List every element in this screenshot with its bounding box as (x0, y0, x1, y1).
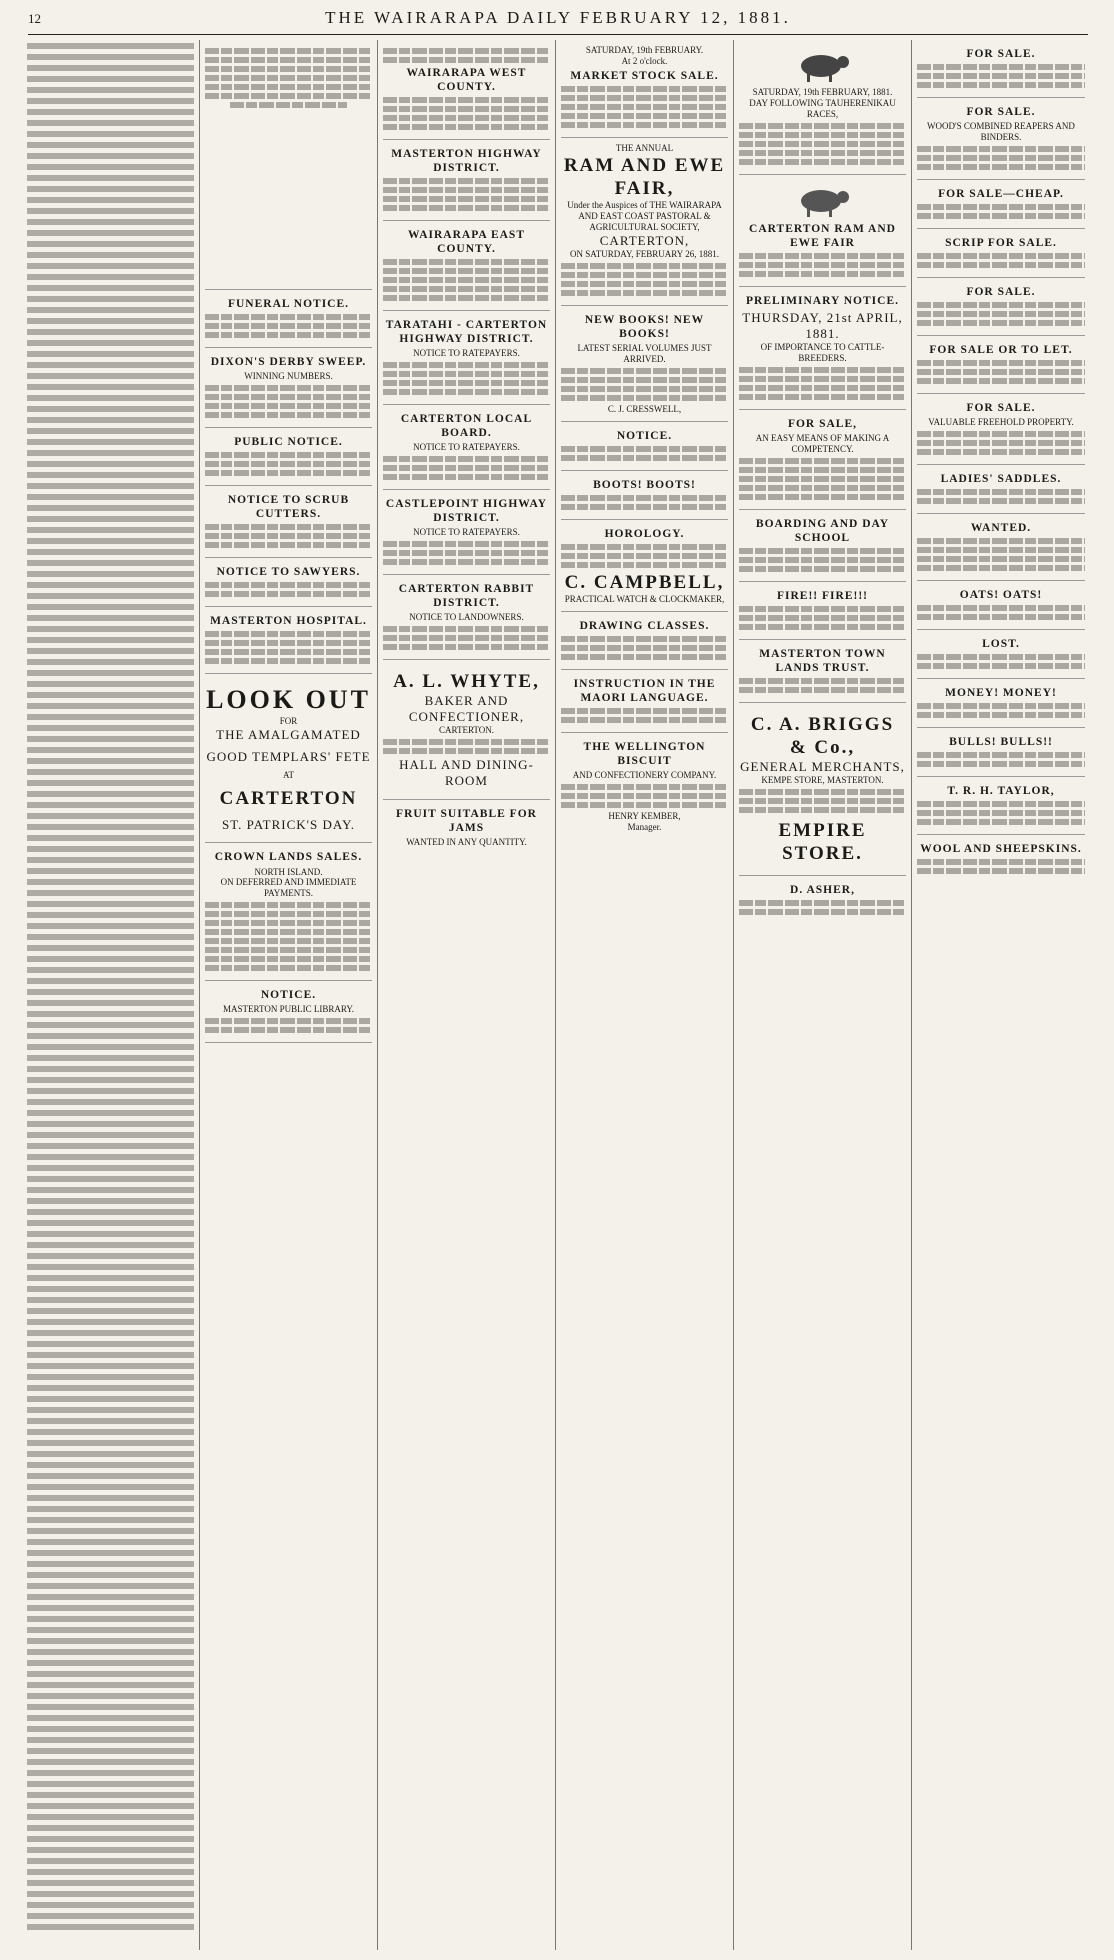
scrip-heading: SCRIP FOR SALE. (945, 236, 1057, 249)
town-heading: MASTERTON TOWN LANDS TRUST. (759, 647, 886, 674)
money-heading: MONEY! MONEY! (945, 687, 1057, 700)
stock-day: DAY FOLLOWING TAUHERENIKAU RACES, (749, 97, 896, 119)
taylor: T. R. H. TAYLOR, (947, 785, 1055, 798)
baker-town: CARTERTON. (438, 724, 494, 735)
hospital-heading: MASTERTON HOSPITAL. (210, 615, 367, 628)
east-heading: WAIRARAPA EAST COUNTY. (408, 229, 525, 256)
jam-fruit (383, 800, 550, 854)
ram-ewe-heading: CARTERTON RAM AND EWE FAIR (749, 222, 896, 249)
rabbit-heading: CARTERTON RABBIT DISTRICT. (398, 583, 535, 610)
wool-heading: WOOL AND SHEEPSKINS. (920, 843, 1082, 856)
lost-heading: LOST. (982, 638, 1020, 651)
sale-cheap-heading: FOR SALE—CHEAP. (938, 187, 1064, 200)
news-block (27, 40, 194, 1931)
wanted-heading: WANTED. (970, 522, 1032, 535)
cattle-date: THURSDAY, 21st APRIL, 1881. (742, 309, 903, 341)
wanted-quantity: WANTED IN ANY QUANTITY. (406, 836, 527, 847)
empire-store: EMPIRE STORE. (778, 819, 867, 864)
saddles (917, 465, 1085, 514)
masthead (28, 8, 1088, 35)
town-lands (739, 640, 906, 703)
serials: LATEST SERIAL VOLUMES JUST ARRIVED. (577, 343, 712, 364)
taratahi-heading: TARATAHI - CARTERTON HIGHWAY DISTRICT. (385, 319, 548, 346)
market-time: At 2 o'clock. (621, 55, 668, 66)
oats (917, 581, 1085, 630)
boarding-school (739, 510, 906, 582)
ram-fair (561, 138, 728, 306)
local-board (383, 405, 550, 490)
wool (917, 835, 1085, 883)
bookseller: C. J. CRESSWELL, (607, 403, 682, 414)
column-6 (912, 40, 1090, 1950)
ram-illustration (791, 184, 855, 218)
sheep-illustration (791, 49, 855, 83)
library: MASTERTON PUBLIC LIBRARY. (223, 1004, 354, 1015)
fruit-heading: FRUIT SUITABLE FOR JAMS (396, 807, 537, 834)
column-1-news (22, 40, 200, 1950)
market-heading: MARKET STOCK SALE. (570, 69, 719, 82)
asher-advert (739, 876, 906, 924)
page-number: 12 (28, 11, 41, 26)
kember-title: Manager. (627, 822, 662, 833)
boots (561, 471, 728, 520)
competency (739, 410, 906, 510)
money (917, 679, 1085, 728)
hall-dining: HALL AND DINING-ROOM (399, 756, 534, 788)
st-patricks-day: ST. PATRICK'S DAY. (221, 816, 356, 832)
sale-4-heading: FOR SALE. (966, 286, 1036, 298)
west-county (383, 40, 550, 140)
east-county (383, 221, 550, 311)
column-3 (378, 40, 556, 1950)
briggs-store: KEMPE STORE, MASTERTON. (761, 774, 884, 785)
sale-2-heading: FOR SALE. (966, 106, 1036, 119)
fair-heading: RAM AND EWE FAIR, (563, 154, 726, 200)
sawyers-notice (205, 558, 372, 607)
asher: D. ASHER, (790, 884, 855, 897)
rate-notice-1: NOTICE TO RATEPAYERS. (413, 348, 520, 359)
hospital-notice (205, 607, 372, 674)
stock-date: SATURDAY, 19th FEBRUARY, 1881. (752, 87, 893, 97)
column-5 (734, 40, 912, 1950)
horology (561, 520, 728, 612)
prelim-heading: PRELIMINARY NOTICE. (746, 294, 899, 307)
saddles-heading: LADIES' SADDLES. (940, 473, 1062, 486)
sale-1-heading: FOR SALE. (966, 48, 1036, 60)
sale-or-let (917, 336, 1085, 394)
west-heading: WAIRARAPA WEST COUNTY. (406, 67, 527, 94)
highway-district (383, 140, 550, 221)
annual: THE ANNUAL (615, 142, 674, 153)
public-heading: PUBLIC NOTICE. (234, 436, 343, 448)
winning-numbers: WINNING NUMBERS. (244, 371, 333, 382)
baker-advert (383, 660, 550, 800)
crown-lands (205, 843, 372, 981)
books-heading: NEW BOOKS! NEW BOOKS! (584, 314, 705, 341)
fair-place: CARTERTON, (599, 233, 690, 249)
fete-carterton: CARTERTON (219, 788, 358, 810)
for-label: FOR (279, 715, 298, 726)
cattle-breeders: OF IMPORTANCE TO CATTLE-BREEDERS. (760, 341, 885, 363)
taratahi (383, 311, 550, 405)
crown-heading: CROWN LANDS SALES. (214, 851, 363, 864)
fete-advert (205, 674, 372, 843)
amalgamated: THE AMALGAMATED (216, 726, 361, 742)
newspaper-title: THE WAIRARAPA DAILY FEBRUARY 12, 1881. (325, 8, 791, 27)
fire-heading: FIRE!! FIRE!!! (777, 589, 868, 602)
taylor-advert (917, 777, 1085, 835)
notice (205, 981, 372, 1043)
society: Under the Auspices of THE WAIRARAPA AND EAST COAST PASTORAL & AGRICULTURAL SOCIETY, (567, 200, 722, 233)
derby-sweep (205, 348, 372, 428)
funeral-notice (205, 290, 372, 348)
fair-date: ON SATURDAY, FEBRUARY 26, 1881. (570, 249, 719, 260)
binders: WOOD'S COMBINED REAPERS AND BINDERS. (927, 121, 1075, 142)
look-out: LOOK OUT (206, 685, 371, 715)
horology-heading: HOROLOGY. (604, 527, 685, 540)
sale-1 (917, 40, 1085, 98)
kember: HENRY KEMBER, (608, 811, 681, 822)
castlepoint (383, 490, 550, 575)
at-label: AT (283, 770, 294, 781)
sale-2 (917, 98, 1085, 180)
highway-heading: MASTERTON HIGHWAY DISTRICT. (391, 148, 542, 175)
bulls (917, 728, 1085, 777)
biscuit-co (561, 733, 728, 839)
sawyers-heading: NOTICE TO SAWYERS. (216, 566, 361, 579)
council-heading: CARTERTON LOCAL BOARD. (400, 413, 533, 440)
sale-5 (917, 394, 1085, 465)
top-text (205, 40, 372, 290)
freehold: VALUABLE FREEHOLD PROPERTY. (928, 417, 1074, 428)
wanted (917, 514, 1085, 581)
stock-sale (739, 40, 906, 175)
lost (917, 630, 1085, 679)
briggs-general: GENERAL MERCHANTS, (740, 758, 905, 774)
competency-heading: AN EASY MEANS OF MAKING A COMPETENCY. (755, 432, 890, 454)
notice-heading: NOTICE. (260, 989, 317, 1002)
books (561, 306, 728, 422)
sale-4 (917, 278, 1085, 336)
cattle-sale (739, 287, 906, 410)
column-4 (556, 40, 734, 1950)
notice-4-heading: NOTICE. (616, 429, 673, 442)
funeral-heading: FUNERAL NOTICE. (227, 298, 350, 310)
north-island: NORTH ISLAND. (254, 866, 323, 877)
public-notice (205, 428, 372, 486)
landowners: NOTICE TO LANDOWNERS. (409, 612, 524, 623)
good-templars-fete: GOOD TEMPLARS' FETE (206, 748, 371, 764)
campbell: C. CAMPBELL, (564, 571, 725, 593)
boots-heading: BOOTS! BOOTS! (593, 478, 696, 491)
market-date: SATURDAY, 19th FEBRUARY. (585, 45, 704, 55)
briggs-advert (739, 703, 906, 877)
school-heading: BOARDING AND DAY SCHOOL (755, 517, 890, 544)
maori-heading: INSTRUCTION IN THE MAORI LANGUAGE. (573, 678, 716, 705)
rate-notice-2: NOTICE TO RATEPAYERS. (413, 442, 520, 453)
market-sale (561, 40, 728, 138)
scrub-notice (205, 486, 372, 558)
deferred-payments: ON DEFERRED AND IMMEDIATE PAYMENTS. (220, 877, 357, 899)
bulls-heading: BULLS! BULLS!! (949, 736, 1053, 749)
tolet-heading: FOR SALE OR TO LET. (929, 344, 1073, 357)
baker-confectioner: BAKER AND CONFECTIONER, (408, 693, 525, 725)
drawing (561, 612, 728, 670)
maori-lessons (561, 670, 728, 733)
derby-heading: DIXON'S DERBY SWEEP. (210, 356, 367, 369)
drawing-heading: DRAWING CLASSES. (579, 620, 710, 633)
watchmaker: PRACTICAL WATCH & CLOCKMAKER, (564, 594, 725, 605)
rabbit-district (383, 575, 550, 660)
column-2 (200, 40, 378, 1950)
columns (22, 40, 1094, 1950)
scrub-heading: NOTICE TO SCRUB CUTTERS. (227, 494, 350, 521)
confectionery: AND CONFECTIONERY COMPANY. (572, 770, 717, 781)
briggs: C. A. BRIGGS & Co., (750, 713, 895, 758)
fire-notice (739, 582, 906, 640)
castle-heading: CASTLEPOINT HIGHWAY DISTRICT. (385, 498, 548, 525)
competency-sale: FOR SALE, (787, 417, 858, 430)
notice-4 (561, 422, 728, 471)
sale-5-heading: FOR SALE. (966, 402, 1036, 415)
oats-heading: OATS! OATS! (959, 589, 1043, 602)
scrip (917, 229, 1085, 278)
ram-ewe-fair (739, 175, 906, 287)
rate-notice-3: NOTICE TO RATEPAYERS. (413, 527, 520, 538)
whyte: A. L. WHYTE, (393, 671, 540, 693)
biscuit-heading: THE WELLINGTON BISCUIT (583, 741, 706, 768)
sale-cheap (917, 180, 1085, 229)
